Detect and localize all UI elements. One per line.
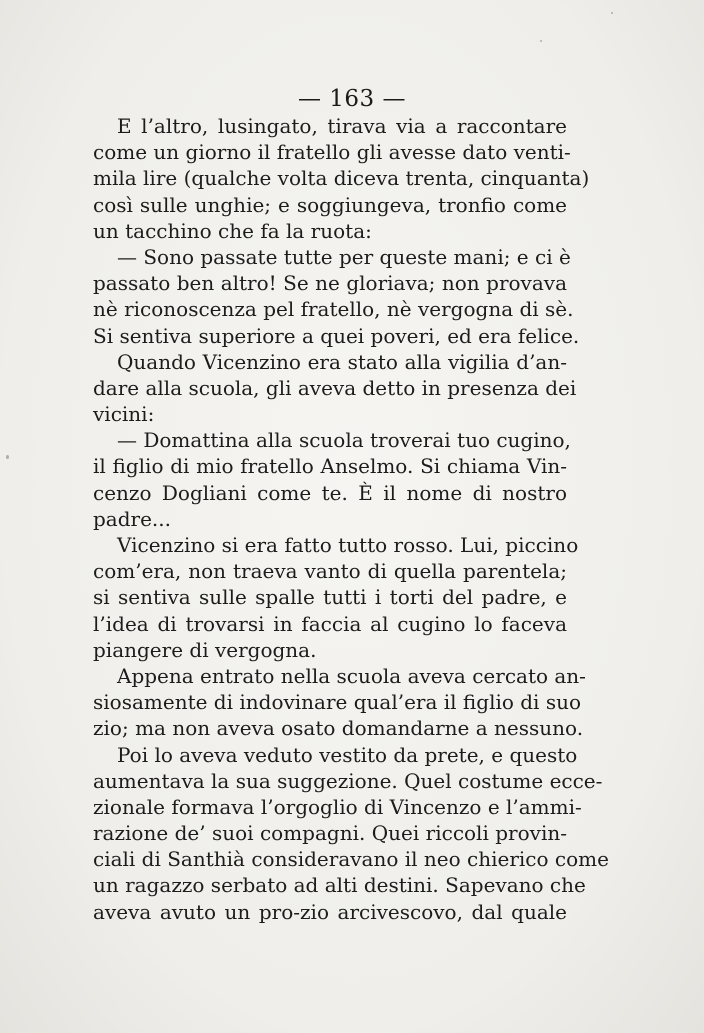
text-line: l’idea di trovarsi in faccia al cugino lo faceva <box>93 611 567 636</box>
text-line: Vicenzino si era fatto tutto rosso. Lui, piccino <box>117 533 579 557</box>
text-line: padre... <box>93 506 171 531</box>
text-line: E l’altro, lusingato, tirava via a raccontare <box>117 114 567 138</box>
paper-speck <box>6 455 9 459</box>
text-line: zio; ma non aveva osato domandarne a nessuno. <box>93 716 584 741</box>
text-line: Si sentiva superiore a quei poveri, ed era felice. <box>93 323 580 348</box>
text-line: Quando Vicenzino era stato alla vigilia d’an- <box>117 349 567 374</box>
text-line: vicini: <box>93 402 155 427</box>
text-line: — Sono passate tutte per queste mani; e ci è <box>117 244 571 269</box>
text-line: com’era, non traeva vanto di quella parentela; <box>93 559 567 584</box>
text-line: Appena entrato nella scuola aveva cercato an- <box>117 663 586 688</box>
text-line: mila lire (qualche volta diceva trenta, cinquanta) <box>93 166 590 191</box>
text-line: così sulle unghie; e soggiungeva, tronfio come <box>93 192 567 217</box>
text-line: piangere di vergogna. <box>93 637 317 662</box>
text-line: come un giorno il fratello gli avesse dato venti- <box>93 140 571 165</box>
text-line: passato ben altro! Se ne gloriava; non provava <box>93 271 567 296</box>
page-number: — 163 — <box>297 86 407 112</box>
text-line: aveva avuto un pro-zio arcivescovo, dal quale <box>93 899 567 924</box>
text-line: zionale formava l’orgoglio di Vincenzo e l’ammi- <box>93 794 582 819</box>
text-line: razione de’ suoi compagni. Quei riccoli provin- <box>93 821 567 846</box>
text-line: — Domattina alla scuola troverai tuo cugino, <box>117 428 571 453</box>
text-line: nè riconoscenza pel fratello, nè vergogna di sè. <box>93 297 574 322</box>
text-line: dare alla scuola, gli aveva detto in presenza dei <box>93 375 577 400</box>
text-line: siosamente di indovinare qual’era il figlio di suo <box>93 690 581 715</box>
paper-speck <box>611 12 613 14</box>
text-line: ciali di Santhià consideravano il neo chierico come <box>93 847 609 872</box>
text-line: un tacchino che fa la ruota: <box>93 218 372 243</box>
text-line: il figlio di mio fratello Anselmo. Si chiama Vin- <box>93 454 567 479</box>
text-line: un ragazzo serbato ad alti destini. Sapevano che <box>93 873 586 898</box>
text-line: Poi lo aveva veduto vestito da prete, e questo <box>117 742 578 767</box>
text-line: si sentiva sulle spalle tutti i torti del padre, e <box>93 585 567 610</box>
body-text <box>93 113 609 925</box>
paper-speck <box>540 40 542 42</box>
text-line: cenzo Dogliani come te. È il nome di nostro <box>93 480 567 505</box>
text-line: aumentava la sua suggezione. Quel costume ecce- <box>93 768 603 793</box>
